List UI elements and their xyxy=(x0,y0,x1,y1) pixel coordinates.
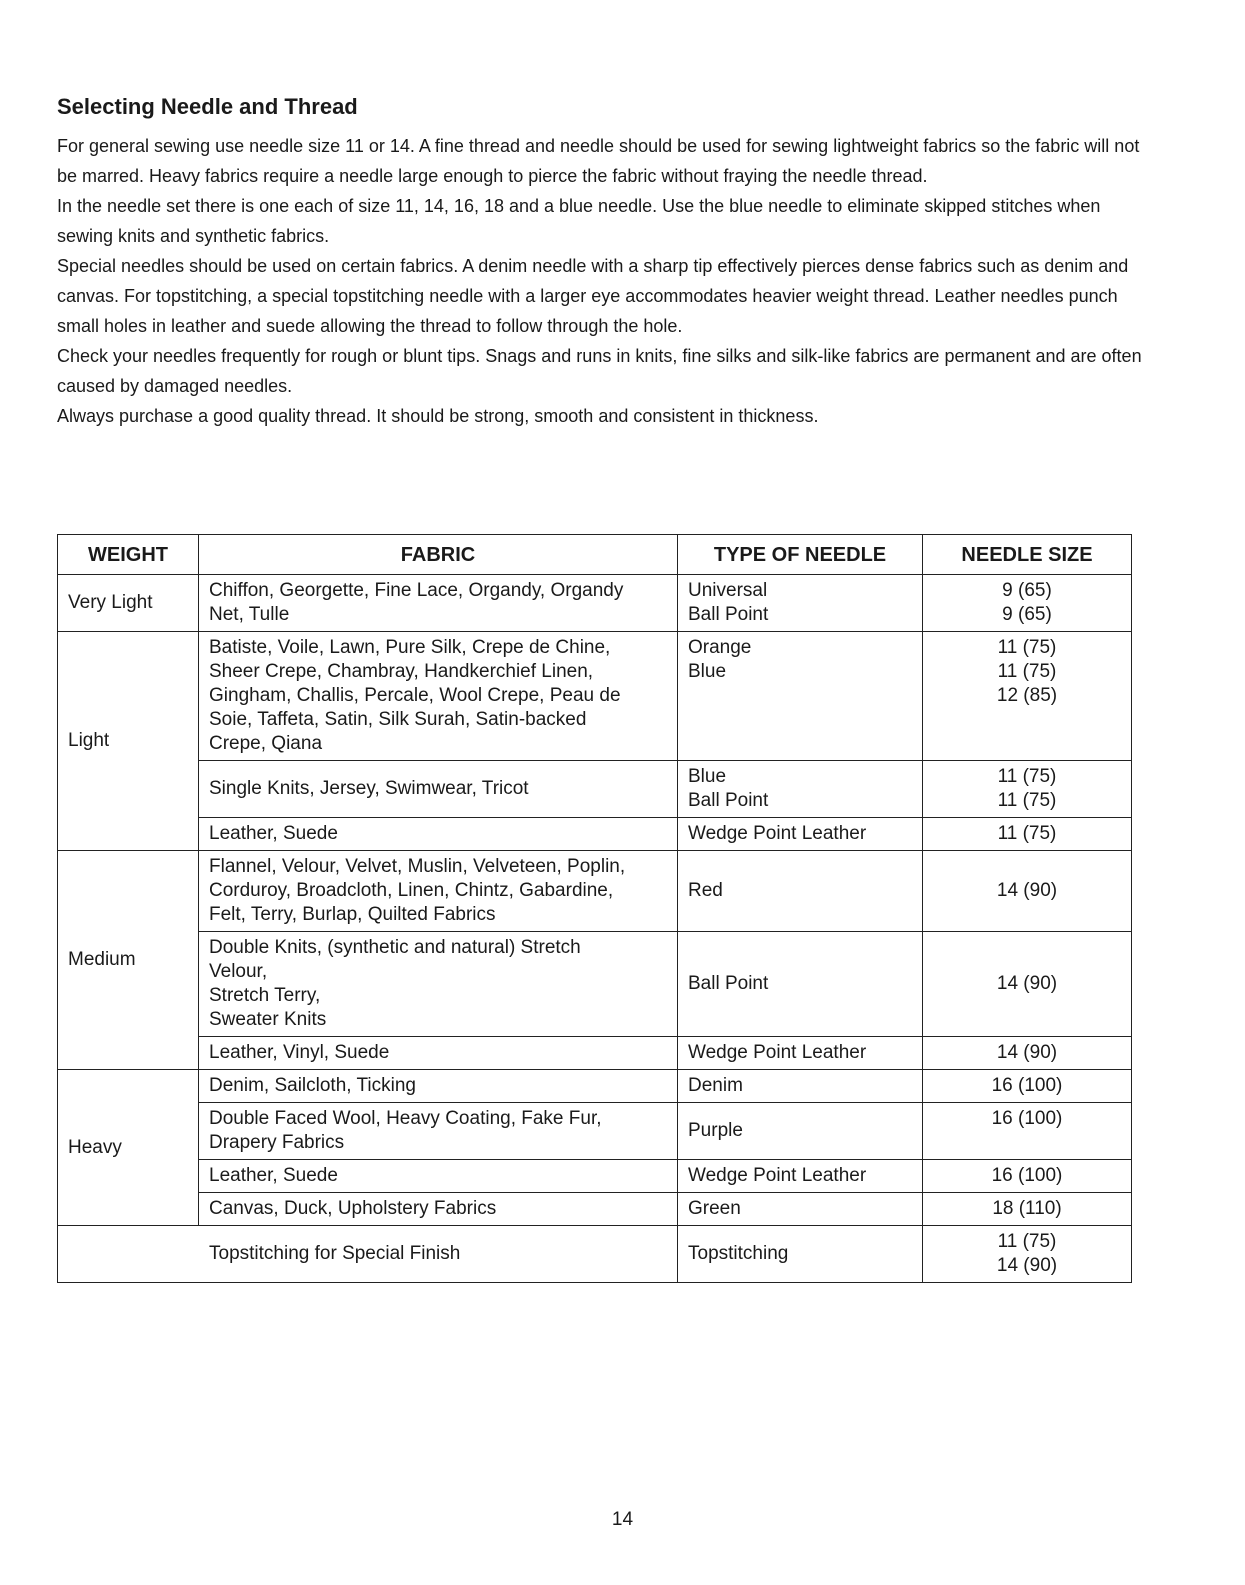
needle-size-cell: 16 (100) xyxy=(923,1070,1132,1103)
needle-size-cell: 11 (75) 14 (90) xyxy=(923,1226,1132,1283)
intro-text xyxy=(57,131,1157,431)
paragraph-needle-set: In the needle set there is one each of size 11, 14, 16, 18 and a blue needle. Use the blue needle to eliminate skipped stitches when sewing knits and synthetic fabrics. xyxy=(57,196,1101,246)
fabric-cell: Leather, Vinyl, Suede xyxy=(199,1037,678,1070)
fabric-cell: Topstitching for Special Finish xyxy=(199,1226,678,1283)
table-row xyxy=(58,1193,1132,1226)
needle-type-cell: Wedge Point Leather xyxy=(678,1160,923,1193)
needle-size-cell: 18 (110) xyxy=(923,1193,1132,1226)
table-row xyxy=(58,1226,1132,1283)
needle-type-cell: Blue Ball Point xyxy=(678,761,923,818)
weight-very-light: Very Light xyxy=(58,575,199,632)
table-row xyxy=(58,575,1132,632)
needle-size-cell: 14 (90) xyxy=(923,1037,1132,1070)
table-row xyxy=(58,1103,1132,1160)
needle-size-cell: 14 (90) xyxy=(923,932,1132,1037)
needle-type-cell: Wedge Point Leather xyxy=(678,1037,923,1070)
needle-thread-table xyxy=(57,534,1132,1283)
fabric-cell: Double Faced Wool, Heavy Coating, Fake Fur, Drapery Fabrics xyxy=(199,1103,678,1160)
needle-type-cell: Green xyxy=(678,1193,923,1226)
needle-type-cell: Orange Blue xyxy=(678,632,923,761)
weight-heavy: Heavy xyxy=(58,1070,199,1226)
fabric-cell: Canvas, Duck, Upholstery Fabrics xyxy=(199,1193,678,1226)
fabric-cell: Flannel, Velour, Velvet, Muslin, Velveteen, Poplin, Corduroy, Broadcloth, Linen, Chintz, Gabardine, Felt, Terry, Burlap, Quilted Fabrics xyxy=(199,851,678,932)
needle-size-cell: 11 (75) xyxy=(923,818,1132,851)
paragraph-thread-quality: Always purchase a good quality thread. It should be strong, smooth and consistent in thickness. xyxy=(57,406,819,426)
needle-type-cell: Purple xyxy=(678,1103,923,1160)
table-row xyxy=(58,1070,1132,1103)
needle-size-cell: 16 (100) xyxy=(923,1160,1132,1193)
table-row xyxy=(58,1160,1132,1193)
table-row xyxy=(58,761,1132,818)
needle-type-cell: Topstitching xyxy=(678,1226,923,1283)
section-title: Selecting Needle and Thread xyxy=(57,94,358,119)
page-number: 14 xyxy=(611,1509,634,1530)
table-row xyxy=(58,632,1132,761)
needle-size-cell: 14 (90) xyxy=(923,851,1132,932)
fabric-cell: Leather, Suede xyxy=(199,818,678,851)
paragraph-special-needles: Special needles should be used on certain fabrics. A denim needle with a sharp tip effectively pierces dense fabrics such as denim and canvas. For topstitching, a special topstitching needle with a larger eye accommodates heavier weight thread. Leather needles punch small holes in leather and suede allowing the thread to follow through the hole. xyxy=(57,256,1129,336)
fabric-cell: Denim, Sailcloth, Ticking xyxy=(199,1070,678,1103)
fabric-cell: Single Knits, Jersey, Swimwear, Tricot xyxy=(199,761,678,818)
needle-type-cell: Red xyxy=(678,851,923,932)
fabric-cell: Leather, Suede xyxy=(199,1160,678,1193)
table-row xyxy=(58,932,1132,1037)
table-header-row xyxy=(58,535,1132,575)
table-row xyxy=(58,818,1132,851)
weight-light: Light xyxy=(58,632,199,851)
needle-size-cell: 11 (75) 11 (75) 12 (85) xyxy=(923,632,1132,761)
needle-type-cell: Universal Ball Point xyxy=(678,575,923,632)
paragraph-check-needles: Check your needles frequently for rough or blunt tips. Snags and runs in knits, fine silks and silk-like fabrics are permanent and are often caused by damaged needles. xyxy=(57,346,1142,396)
fabric-cell: Double Knits, (synthetic and natural) Stretch Velour, Stretch Terry, Sweater Knits xyxy=(199,932,678,1037)
fabric-cell: Chiffon, Georgette, Fine Lace, Organdy, Organdy Net, Tulle xyxy=(199,575,678,632)
header-needle-size: NEEDLE SIZE xyxy=(923,535,1132,575)
weight-empty-cell xyxy=(58,1226,199,1283)
paragraph-general-sewing: For general sewing use needle size 11 or 14. A fine thread and needle should be used for sewing lightweight fabrics so the fabric will not be marred. Heavy fabrics require a needle large enough to pierce the fabric without fraying the needle thread. xyxy=(57,136,1140,186)
needle-size-cell: 9 (65) 9 (65) xyxy=(923,575,1132,632)
header-type-of-needle: TYPE OF NEEDLE xyxy=(678,535,923,575)
table-row xyxy=(58,1037,1132,1070)
header-fabric: FABRIC xyxy=(199,535,678,575)
table-row xyxy=(58,851,1132,932)
needle-size-cell: 16 (100) xyxy=(923,1103,1132,1160)
header-weight: WEIGHT xyxy=(58,535,199,575)
needle-size-cell: 11 (75) 11 (75) xyxy=(923,761,1132,818)
needle-type-cell: Wedge Point Leather xyxy=(678,818,923,851)
fabric-cell: Batiste, Voile, Lawn, Pure Silk, Crepe de Chine, Sheer Crepe, Chambray, Handkerchief Linen, Gingham, Challis, Percale, Wool Crepe, Peau de Soie, Taffeta, Satin, Silk Surah, Satin-backed Crepe, Qiana xyxy=(199,632,678,761)
weight-medium: Medium xyxy=(58,851,199,1070)
needle-type-cell: Denim xyxy=(678,1070,923,1103)
needle-type-cell: Ball Point xyxy=(678,932,923,1037)
